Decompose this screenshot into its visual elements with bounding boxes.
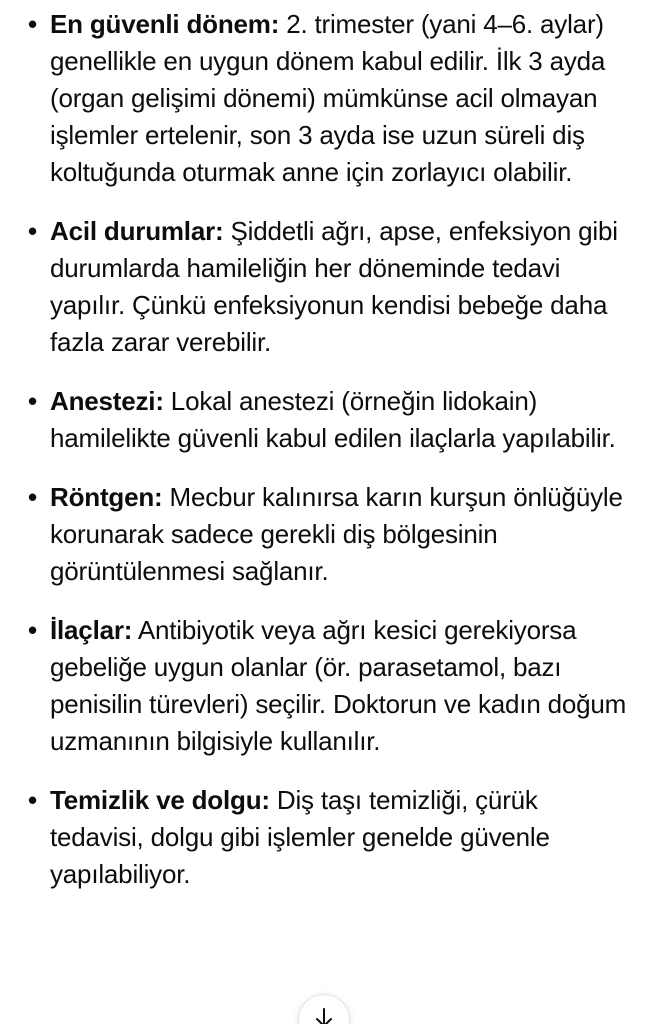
list-item bbox=[0, 383, 647, 457]
list-item bbox=[0, 0, 647, 191]
bullet-dot: • bbox=[28, 386, 37, 416]
list-item-text: Diş taşı temizliği, çürük tedavisi, dolgu gibi işlemler genelde güvenle yapılabiliyor. bbox=[50, 785, 550, 889]
list-item-term: En güvenli dönem: bbox=[50, 9, 280, 39]
bullet-dot: • bbox=[28, 785, 37, 815]
list-item-term: Acil durumlar: bbox=[50, 216, 224, 246]
list-item-term: Anestezi: bbox=[50, 386, 164, 416]
scroll-to-bottom-button[interactable] bbox=[298, 994, 350, 1024]
list-item bbox=[0, 479, 647, 590]
bullet-dot: • bbox=[28, 9, 37, 39]
list-item-term: İlaçlar: bbox=[50, 615, 133, 645]
list-item bbox=[0, 612, 647, 760]
bullet-dot: • bbox=[28, 482, 37, 512]
list-item-text: 2. trimester (yani 4–6. aylar) genellikle en uygun dönem kabul edilir. İlk 3 ayda (organ gelişimi dönemi) mümkünse acil olmayan işlemler ertelenir, son 3 ayda ise uzun süreli diş koltuğunda oturmak anne için zorlayıcı olabilir. bbox=[50, 9, 606, 187]
list-item-text: Mecbur kalınırsa karın kurşun önlüğüyle korunarak sadece gerekli diş bölgesinin görüntülenmesi sağlanır. bbox=[50, 482, 623, 586]
list-item bbox=[0, 213, 647, 361]
list-item-text: Antibiyotik veya ağrı kesici gerekiyorsa gebeliğe uygun olanlar (ör. parasetamol, bazı penisilin türevleri) seçilir. Doktorun ve kadın doğum uzmanının bilgisiyle kullanılır. bbox=[50, 615, 627, 756]
list-item-term: Röntgen: bbox=[50, 482, 163, 512]
list-item-text: Şiddetli ağrı, apse, enfeksiyon gibi durumlarda hamileliğin her döneminde tedavi yapılır. Çünkü enfeksiyonun kendisi bebeğe daha fazla zarar verebilir. bbox=[50, 216, 618, 357]
arrow-down-icon bbox=[313, 1007, 335, 1024]
list-item bbox=[0, 782, 647, 893]
list-item-term: Temizlik ve dolgu: bbox=[50, 785, 270, 815]
bullet-dot: • bbox=[28, 615, 37, 645]
bullet-dot: • bbox=[28, 216, 37, 246]
list-item-text: Lokal anestezi (örneğin lidokain) hamilelikte güvenli kabul edilen ilaçlarla yapılabilir. bbox=[50, 386, 616, 453]
